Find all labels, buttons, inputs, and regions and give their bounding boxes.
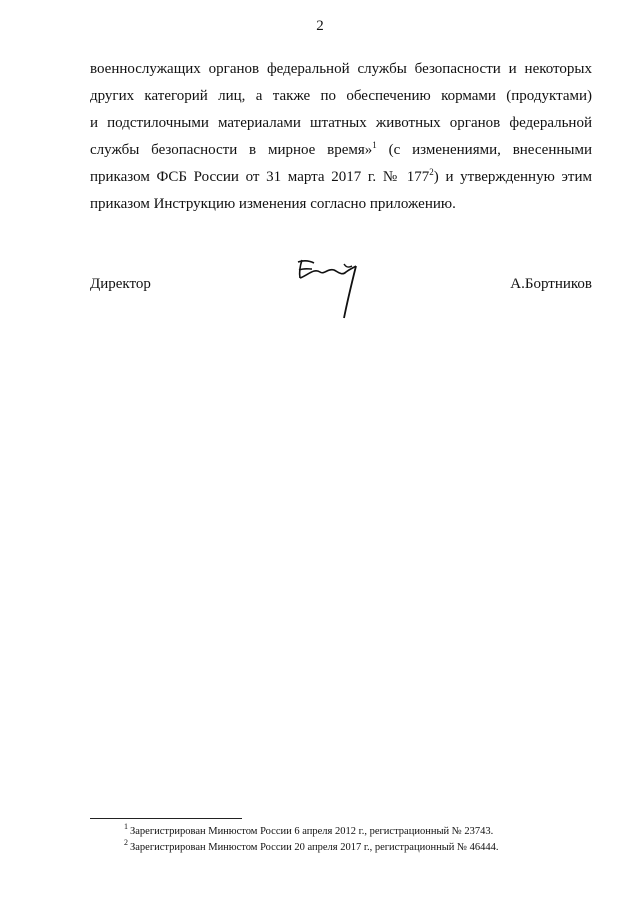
footnote-separator — [90, 818, 242, 819]
body-line — [90, 164, 592, 191]
body-line: и подстилочными материалами штатных животных органов федеральной — [90, 115, 592, 131]
footnote-mark: 1 — [124, 822, 128, 831]
body-paragraph — [90, 56, 592, 218]
body-text-fragment: ) и утвержденную этим — [433, 169, 592, 185]
footnote-ref: 2 — [429, 167, 434, 177]
footnote — [124, 840, 499, 856]
handwritten-signature — [290, 254, 370, 324]
body-text-fragment: приказом ФСБ России от 31 марта 2017 г. № 177 — [90, 169, 430, 185]
body-text-fragment: службы безопасности в мирное время» — [90, 142, 373, 158]
body-line: приказом Инструкцию изменения согласно приложению. — [90, 196, 456, 212]
footnote-text: Зарегистрирован Минюстом России 20 апреля 2017 г., регистрационный № 46444. — [130, 842, 499, 853]
footnote-mark: 2 — [124, 838, 128, 847]
footnote-text: Зарегистрирован Минюстом России 6 апреля 2012 г., регистрационный № 23743. — [130, 826, 494, 837]
body-text-fragment: (с изменениями, внесенными — [376, 142, 592, 158]
body-line: других категорий лиц, а также по обеспечению кормами (продуктами) — [90, 88, 592, 104]
signatory-title: Директор — [90, 276, 151, 292]
page-number: 2 — [316, 18, 324, 34]
signatory-name: А.Бортников — [510, 276, 592, 292]
footnotes — [124, 824, 499, 856]
body-line — [90, 137, 592, 164]
body-line: военнослужащих органов федеральной службы безопасности и некоторых — [90, 61, 592, 77]
footnote-ref: 1 — [372, 140, 377, 150]
footnote — [124, 824, 499, 840]
